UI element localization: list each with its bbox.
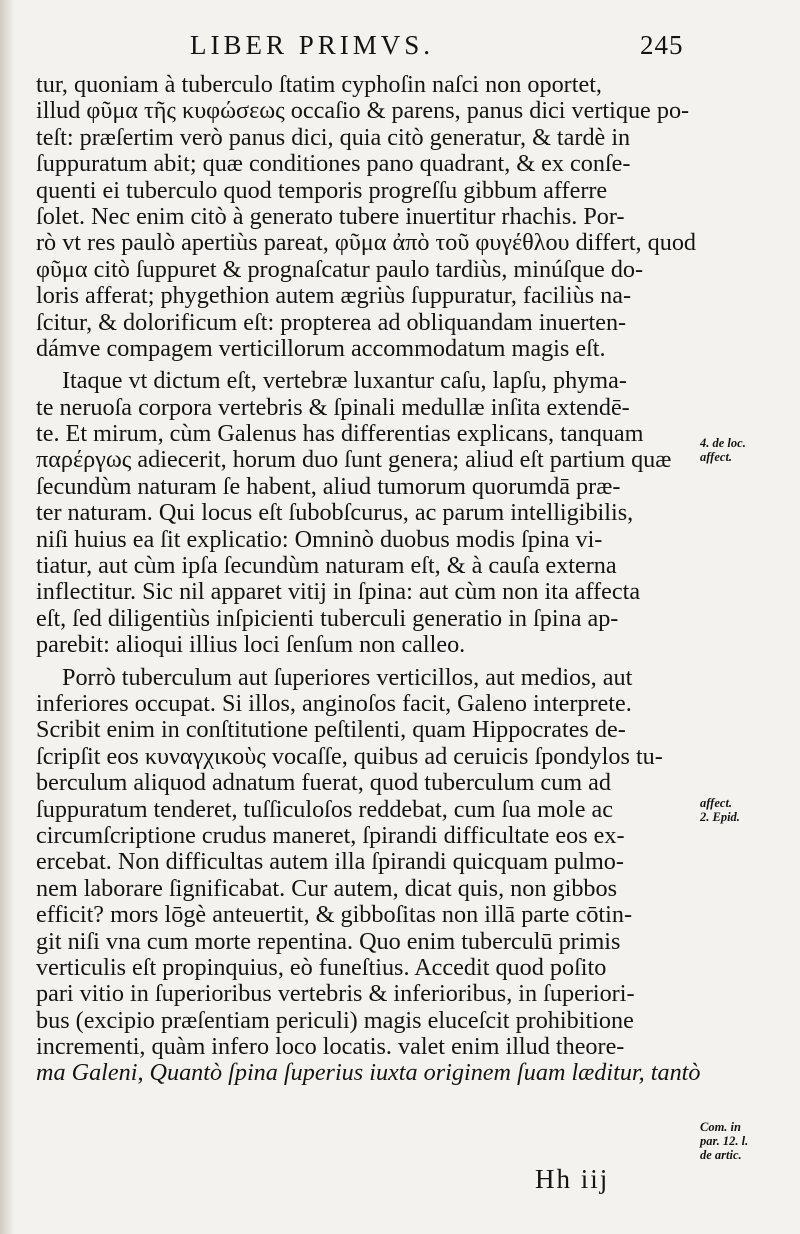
- text-line: dámve compagem verticillorum accommodatum magis eſt.: [36, 335, 606, 362]
- text-line: bus (excipio præſentiam periculi) magis eluceſcit prohibitione: [36, 1007, 634, 1034]
- paragraph-first-line: Itaque vt dictum eſt, vertebræ luxantur caſu, lapſu, phyma-: [62, 368, 627, 395]
- text-line: ſecundùm naturam ſe habent, aliud tumorum quorumdā præ-: [36, 473, 621, 500]
- text-line: ſcitur, & dolorificum eſt: propterea ad obliquandam inuerten-: [36, 309, 627, 336]
- margin-note: affect. 2. Epid.: [700, 796, 740, 824]
- text-line: ſuppuratum abit; quæ conditiones pano quadrant, & ex conſe-: [36, 151, 631, 178]
- text-line: niſi huius ea ſit explicatio: Omninò duobus modis ſpina vi-: [36, 526, 603, 553]
- text-line: rò vt res paulò apertiùs pareat, φῦμα ἀπὸ τοῦ φυγέθλου differt, quod: [36, 230, 697, 257]
- text-line: pari vitio in ſuperioribus vertebris & inferioribus, in ſuperiori-: [36, 981, 635, 1008]
- text-line: verticulis eſt propinquius, eò funeſtius. Accedit quod poſito: [36, 954, 607, 981]
- text-line: tur, quoniam à tuberculo ſtatim cyphoſin naſci non oportet,: [36, 72, 602, 98]
- text-line: quenti ei tuberculo quod temporis progreſſu gibbum afferre: [36, 177, 608, 204]
- page-edge-shadow: [0, 0, 14, 1234]
- text-line: ercebat. Non difficultas autem illa ſpirandi quicquam pulmo-: [36, 849, 624, 876]
- paragraph-first-line: Porrò tuberculum aut ſuperiores verticillos, aut medios, aut: [62, 664, 633, 691]
- text-line: ſcripſit eos κυναγχικοὺς vocaſſe, quibus ad ceruicis ſpondylos tu-: [36, 743, 663, 770]
- text-line: tiatur, aut cùm ipſa ſecundùm naturam eſt, & à cauſa externa: [36, 553, 617, 580]
- text-line: ter naturam. Qui locus eſt ſubobſcurus, ac parum intelligibilis,: [36, 500, 634, 527]
- text-line: berculum aliquod adnatum fuerat, quod tuberculum cum ad: [36, 770, 611, 797]
- text-line-italic-quote: ma Galeni, Quantò ſpina ſuperius iuxta originem ſuam læditur, tantò: [36, 1060, 701, 1087]
- text-line: incrementi, quàm infero loco locatis. valet enim illud theore-: [36, 1034, 625, 1061]
- text-line: eſt, ſed diligentiùs inſpicienti tuberculi generatio in ſpina ap-: [36, 605, 619, 632]
- text-line: efficit? mors lōgè anteuertit, & gibboſitas non illā parte cōtin-: [36, 902, 633, 929]
- margin-note: 4. de loc. affect.: [700, 436, 746, 464]
- text-line: φῦμα citò ſuppuret & prognaſcatur paulo tardiùs, minúſque do-: [36, 256, 644, 283]
- signature-mark: Hh iij: [535, 1164, 610, 1194]
- text-line: ſuppuratum tenderet, tuſſiculoſos reddebat, cum ſua mole ac: [36, 796, 613, 823]
- body-text: [36, 72, 716, 1087]
- margin-note: Com. in par. 12. l. de artic.: [700, 1120, 749, 1162]
- text-line: git niſi vna cum morte repentina. Quo enim tuberculū primis: [36, 928, 621, 955]
- page-number: 245: [640, 30, 684, 60]
- text-line: nem laborare ſignificabat. Cur autem, dicat quis, non gibbos: [36, 875, 618, 902]
- text-line: Scribit enim in conſtitutione peſtilenti, quam Hippocrates de-: [36, 717, 626, 744]
- text-line: inflectitur. Sic nil apparet vitij in ſpina: aut cùm non ita affecta: [36, 579, 641, 606]
- text-line: te. Et mirum, cùm Galenus has differentias explicans, tanquam: [36, 421, 644, 448]
- text-line: teſt: præſertim verò panus dici, quia citò generatur, & tardè in: [36, 124, 631, 151]
- text-line: te neruoſa corpora vertebris & ſpinali medullæ inſita extendē-: [36, 394, 630, 421]
- text-line: inferiores occupat. Si illos, anginoſos facit, Galeno interprete.: [36, 690, 632, 717]
- text-line: loris afferat; phygethion autem ægriùs ſuppuratur, faciliùs na-: [36, 283, 632, 310]
- text-line: parebit: alioqui illius loci ſenſum non calleo.: [36, 632, 466, 659]
- text-line: illud φῦμα τῆς κυφώσεως occaſio & parens, panus dici vertique po-: [36, 98, 690, 125]
- text-line: ſolet. Nec enim citò à generato tubere inuertitur rhachis. Por-: [36, 203, 625, 230]
- running-head: LIBER PRIMVS.: [190, 30, 435, 60]
- text-line: παρέργως adiecerit, horum duo ſunt genera; aliud eſt partium quæ: [36, 447, 672, 474]
- text-line: circumſcriptione crudus maneret, ſpirandi difficultate eos ex-: [36, 822, 625, 849]
